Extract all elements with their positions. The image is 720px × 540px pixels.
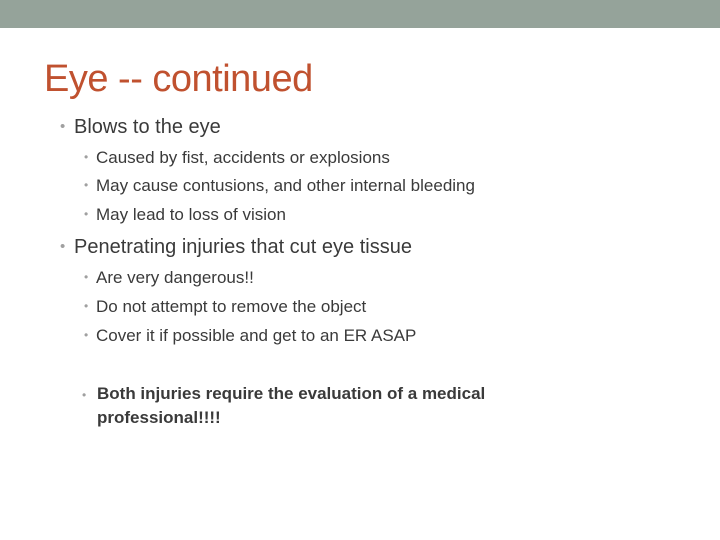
- bullet-penetrating-injuries: [60, 236, 412, 259]
- sub-bullet: [84, 148, 390, 168]
- sub-bullet: [84, 326, 416, 346]
- sub-bullet: [84, 297, 366, 317]
- bullet-dot-icon: •: [84, 328, 89, 342]
- sub-bullet-text: Caused by fist, accidents or explosions: [96, 148, 390, 167]
- sub-bullet: [84, 205, 286, 225]
- final-note-text: Both injuries require the evaluation of a medical professional!!!!: [97, 384, 486, 427]
- slide-header-bar: [0, 0, 720, 28]
- bullet-dot-icon: •: [60, 238, 66, 255]
- sub-bullet-text: Do not attempt to remove the object: [96, 297, 367, 316]
- slide-title: Eye -- continued: [44, 58, 313, 100]
- bullet-dot-icon: •: [84, 270, 89, 284]
- sub-bullet-text: Cover it if possible and get to an ER ASAP: [96, 326, 417, 345]
- bullet-dot-icon: •: [84, 299, 89, 313]
- bullet-dot-icon: •: [84, 178, 89, 192]
- bullet-text: Blows to the eye: [74, 116, 221, 138]
- bullet-dot-icon: •: [84, 207, 89, 221]
- bullet-dot-icon: •: [82, 388, 87, 402]
- sub-bullet: [84, 176, 475, 196]
- sub-bullet-text: Are very dangerous!!: [96, 268, 254, 287]
- sub-bullet-text: May lead to loss of vision: [96, 205, 286, 224]
- sub-bullet-text: May cause contusions, and other internal bleeding: [96, 176, 475, 195]
- final-note: [82, 382, 582, 430]
- bullet-blows-to-eye: [60, 116, 221, 139]
- sub-bullet: [84, 268, 254, 288]
- bullet-dot-icon: •: [60, 118, 66, 135]
- bullet-text: Penetrating injuries that cut eye tissue: [74, 236, 412, 258]
- bullet-dot-icon: •: [84, 150, 89, 164]
